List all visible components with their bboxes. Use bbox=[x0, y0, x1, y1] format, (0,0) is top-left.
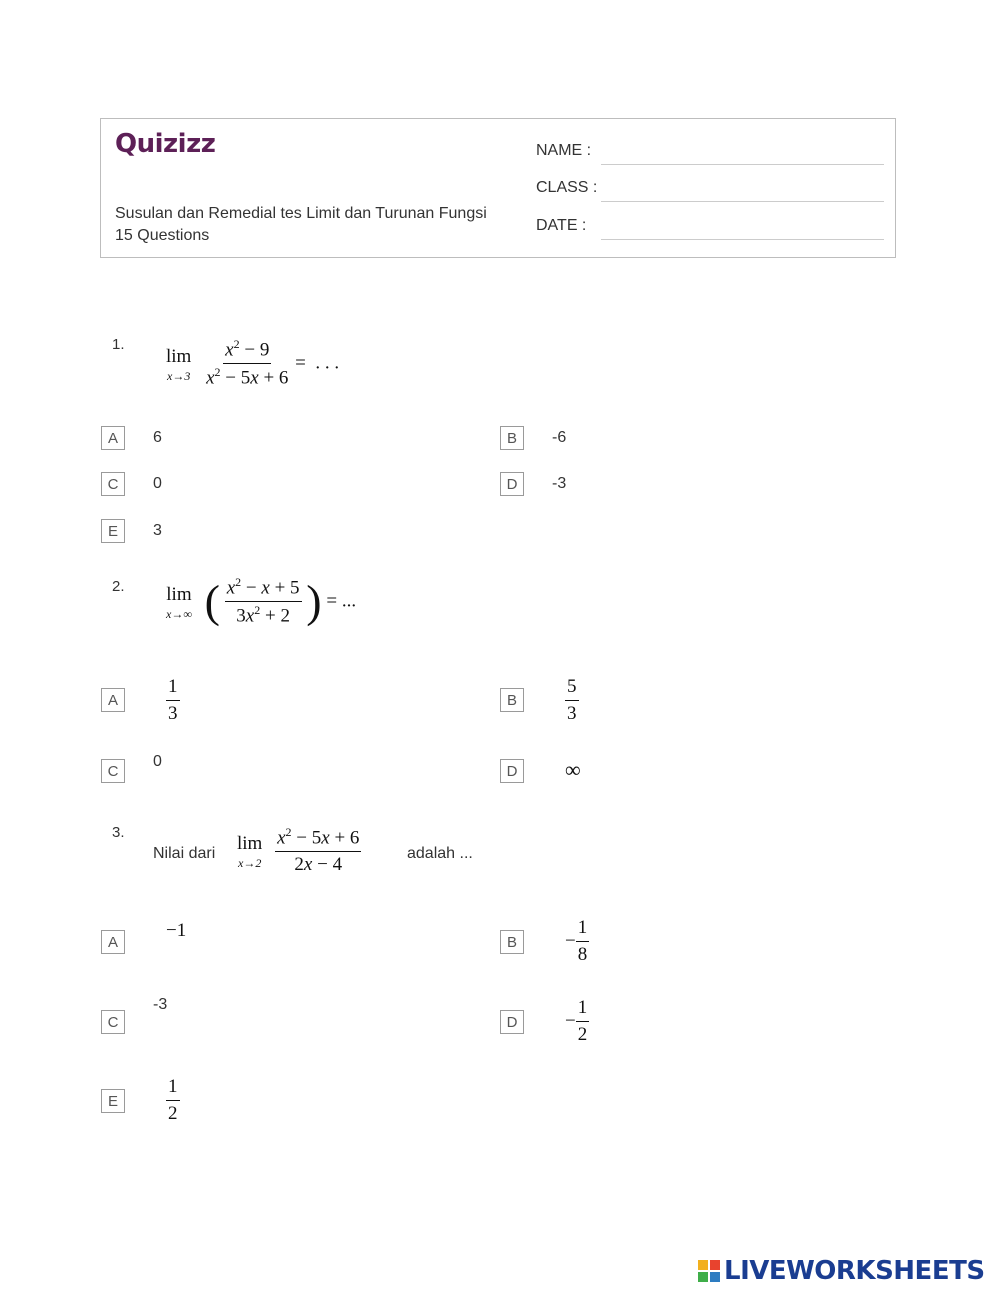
option-d-badge[interactable]: D bbox=[500, 472, 524, 496]
option-a-value[interactable]: −1 bbox=[166, 920, 187, 941]
question-number: 1. bbox=[112, 336, 125, 353]
option-c-badge[interactable]: C bbox=[101, 759, 125, 783]
option-a-badge[interactable]: A bbox=[101, 930, 125, 954]
class-field bbox=[536, 179, 598, 197]
name-input-line[interactable] bbox=[601, 164, 884, 165]
worksheet-header bbox=[100, 118, 896, 258]
option-e-text[interactable]: 3 bbox=[153, 522, 162, 539]
option-b-fraction[interactable]: $\frac{5}{3}$ bbox=[567, 676, 577, 724]
question-3-suffix: adalah ... bbox=[407, 845, 473, 862]
question-2-formula: lim x→∞ ( $\frac{x^2 - x + 5}{3x^2 + 2}$ ) = ... bbox=[166, 575, 357, 627]
option-a-badge[interactable]: A bbox=[101, 688, 125, 712]
question-3-formula: lim x→2 $\frac{x^2 - 5x + 6}{2x - 4}$ bbox=[237, 825, 360, 876]
question-3-prefix: Nilai dari bbox=[153, 845, 216, 862]
liveworksheets-blocks-icon bbox=[698, 1260, 720, 1282]
option-b-text[interactable]: -6 bbox=[552, 429, 567, 446]
option-c-text[interactable]: -3 bbox=[153, 996, 168, 1013]
name-label: NAME : bbox=[536, 142, 592, 159]
name-field bbox=[536, 142, 598, 160]
question-number: 3. bbox=[112, 824, 125, 841]
option-d-text[interactable]: -3 bbox=[552, 475, 567, 492]
option-c-badge[interactable]: C bbox=[101, 1010, 125, 1034]
option-d-fraction[interactable]: − $\frac{1}{2}$ bbox=[565, 997, 588, 1045]
date-input-line[interactable] bbox=[601, 239, 884, 240]
option-d-infinity[interactable]: ∞ bbox=[565, 757, 581, 782]
option-b-badge[interactable]: B bbox=[500, 688, 524, 712]
option-b-badge[interactable]: B bbox=[500, 426, 524, 450]
option-d-badge[interactable]: D bbox=[500, 1010, 524, 1034]
option-e-badge[interactable]: E bbox=[101, 1089, 125, 1113]
question-number: 2. bbox=[112, 578, 125, 595]
option-d-badge[interactable]: D bbox=[500, 759, 524, 783]
option-c-badge[interactable]: C bbox=[101, 472, 125, 496]
option-b-badge[interactable]: B bbox=[500, 930, 524, 954]
class-label: CLASS : bbox=[536, 179, 598, 196]
liveworksheets-wordmark: LIVEWORKSHEETS bbox=[724, 1256, 985, 1286]
date-label: DATE : bbox=[536, 217, 587, 234]
question-1-formula: lim x→3 $\frac{x^2 - 9}{x^2 - 5x + 6}$ = . . . bbox=[166, 337, 340, 389]
quizizz-logo: Quizizz bbox=[115, 129, 216, 159]
option-c-text[interactable]: 0 bbox=[153, 475, 162, 492]
question-count: 15 Questions bbox=[115, 227, 210, 244]
option-a-fraction[interactable]: $\frac{1}{3}$ bbox=[168, 676, 178, 724]
option-b-fraction[interactable]: − $\frac{1}{8}$ bbox=[565, 917, 588, 965]
quiz-title: Susulan dan Remedial tes Limit dan Turunan Fungsi bbox=[115, 205, 487, 222]
class-input-line[interactable] bbox=[601, 201, 884, 202]
option-e-fraction[interactable]: $\frac{1}{2}$ bbox=[168, 1076, 178, 1124]
option-c-text[interactable]: 0 bbox=[153, 753, 162, 770]
option-a-badge[interactable]: A bbox=[101, 426, 125, 450]
liveworksheets-logo bbox=[698, 1254, 985, 1288]
option-a-text[interactable]: 6 bbox=[153, 429, 162, 446]
option-e-badge[interactable]: E bbox=[101, 519, 125, 543]
date-field bbox=[536, 217, 598, 235]
